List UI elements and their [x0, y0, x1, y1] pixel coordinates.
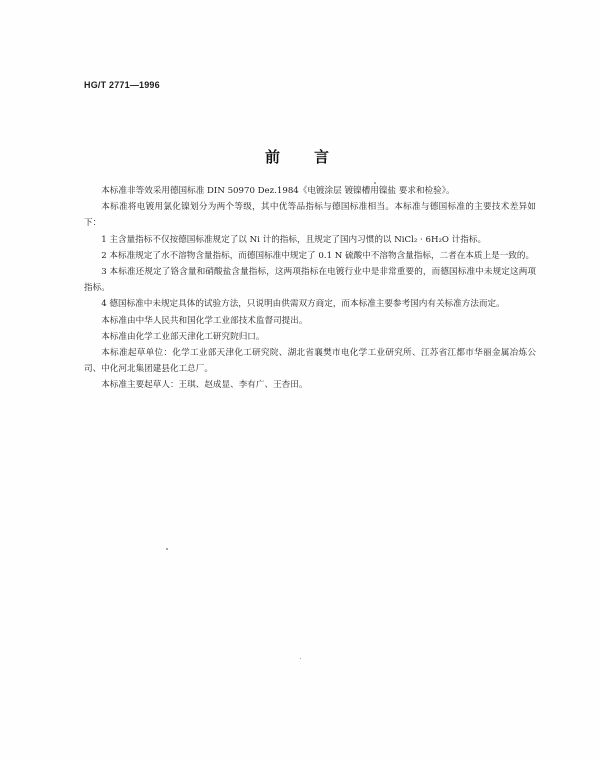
paragraph-adoption: 本标准非等效采用德国标准 DIN 50970 Dez.1984《电镀涂层 镀镍槽用镍盐 要求和检验》。	[101, 186, 455, 196]
paragraph-proposer: 本标准由中华人民共和国化学工业部技术监督司提出。	[101, 315, 308, 326]
scan-speck	[374, 182, 376, 184]
foreword-body	[84, 183, 536, 394]
paragraph-item-4: 4 德国标准中未规定具体的试验方法，只说明由供需双方商定，而本标准主要参考国内有关标准方法而定。	[101, 299, 505, 310]
standard-code: HG/T 2771—1996	[84, 80, 160, 90]
paragraph-item-3: 3 本标准还规定了铬含量和硝酸盐含量指标，这两项指标在电镀行业中是非常重要的，而德国标准中未规定这两项指标。	[84, 267, 536, 294]
paragraph-item-1: 1 主含量指标不仅按德国标准规定了以 Ni 计的指标，且规定了国内习惯的以 NiCl₂ · 6H₂O 计指标。	[101, 234, 487, 245]
paragraph-grades: 本标准将电镀用氯化镍划分为两个等级，其中优等品指标与德国标准相当。本标准与德国标准的主要技术差异如下：	[84, 202, 536, 229]
paragraph-administrator: 本标准由化学工业部天津化工研究院归口。	[101, 331, 265, 342]
scan-speck	[166, 548, 168, 550]
paragraph-drafters: 本标准主要起草人：王琪、赵成显、李有广、王杏田。	[101, 380, 308, 391]
page-title: 前言	[264, 148, 363, 166]
paragraph-item-2: 2 本标准规定了水不溶物含量指标，而德国标准中规定了 0.1 N 硫酸中不溶物含量指标，二者在本质上是一致的。	[101, 250, 535, 261]
paragraph-drafting-units: 本标准起草单位：化学工业部天津化工研究院、湖北省襄樊市电化学工业研究所、江苏省江都市华丽金属冶炼公司、中化河北集团建县化工总厂。	[84, 348, 536, 375]
scan-speck	[300, 658, 301, 659]
